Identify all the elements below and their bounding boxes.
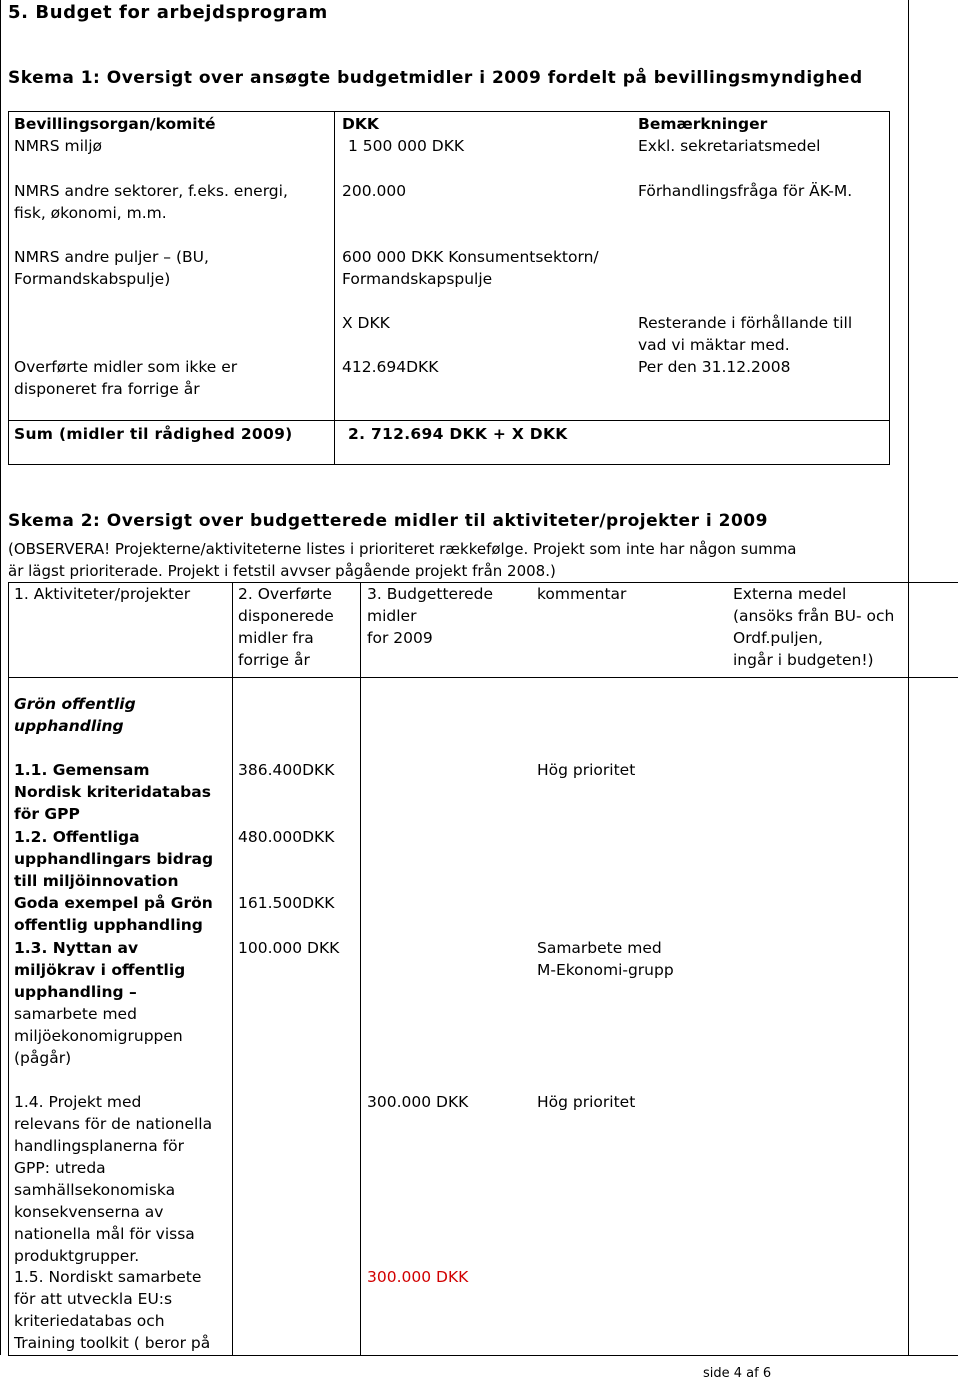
section-title: Grön offentlig (14, 695, 136, 713)
skema1-row1-organ: NMRS miljø (14, 137, 103, 155)
skema2-note-line2: är lägst prioriterade. Projekt i fetstil avvser pågående projekt från 2008.) (8, 562, 556, 580)
project-1-4-name-4: GPP: utreda (14, 1159, 106, 1177)
project-1-4-name-2: relevans för de nationella (14, 1115, 213, 1133)
project-1-4-budget: 300.000 DKK (367, 1093, 469, 1111)
project-1-3-comment: Samarbete med (537, 939, 662, 957)
project-1-4-name-6: konsekvenserna av (14, 1203, 164, 1221)
section-title-2: upphandling (14, 717, 124, 735)
skema2-header-overfort-4: forrige år (238, 651, 310, 669)
project-1-3-comment-2: M-Ekonomi-grupp (537, 961, 674, 979)
skema2-header-overfort-2: disponerede (238, 607, 334, 625)
project-goda-name-2: offentlig upphandling (14, 916, 203, 934)
skema1-header-note: Bemærkninger (638, 115, 768, 133)
skema1-row4-note-2: vad vi mäktar med. (638, 336, 790, 354)
skema1-header-dkk: DKK (342, 115, 379, 133)
project-1-5-budget: 300.000 DKK (367, 1268, 469, 1286)
skema2-header-overfort: 2. Overførte (238, 585, 332, 603)
project-goda-overfort: 161.500DKK (238, 894, 335, 912)
skema1-row3-dkk-2: Formandskapspulje (342, 270, 493, 288)
project-1-3-name-6: (pågår) (14, 1049, 72, 1067)
skema2-header-budget-3: for 2009 (367, 629, 433, 647)
skema1-row5-organ-2: disponeret fra forrige år (14, 380, 200, 398)
page-number: side 4 af 6 (703, 1366, 772, 1381)
skema1-row5-note: Per den 31.12.2008 (638, 358, 791, 376)
skema1-row3-dkk: 600 000 DKK Konsumentsektorn/ (342, 248, 599, 266)
project-1-5-name-4: Training toolkit ( beror på (14, 1334, 211, 1352)
skema1-sum-label: Sum (midler til rådighed 2009) (14, 425, 293, 443)
skema1-row2-organ: NMRS andre sektorer, f.eks. energi, (14, 182, 288, 200)
skema2-title: Skema 2: Oversigt over budgetterede midler til aktiviteter/projekter i 2009 (8, 511, 768, 531)
project-1-1-name-3: för GPP (14, 805, 80, 823)
skema1-row2-organ-2: fisk, økonomi, m.m. (14, 204, 167, 222)
project-1-2-name-2: upphandlingars bidrag (14, 850, 214, 868)
project-1-4-name-8: produktgrupper. (14, 1247, 140, 1265)
skema1-row3-organ: NMRS andre puljer – (BU, (14, 248, 209, 266)
project-1-4-name-3: handlingsplanerna för (14, 1137, 185, 1155)
page-border-left (0, 0, 1, 1355)
project-1-2-overfort: 480.000DKK (238, 828, 335, 846)
project-1-2-name-3: till miljöinnovation (14, 872, 179, 890)
project-1-2-name: 1.2. Offentliga (14, 828, 140, 846)
project-1-3-name-5: miljöekonomigruppen (14, 1027, 183, 1045)
skema2-header-overfort-3: midler fra (238, 629, 314, 647)
skema2-header-activity: 1. Aktiviteter/projekter (14, 585, 191, 603)
skema2-header-external-4: ingår i budgeten!) (733, 651, 874, 669)
project-1-3-name-3: upphandling – (14, 983, 137, 1001)
skema1-row2-dkk: 200.000 (342, 182, 407, 200)
skema2-header-external-3: Ordf.puljen, (733, 629, 823, 647)
page-heading: 5. Budget for arbejdsprogram (8, 2, 328, 23)
project-1-4-comment: Hög prioritet (537, 1093, 636, 1111)
skema1-row2-note: Förhandlingsfråga för ÄK-M. (638, 182, 853, 200)
skema1-sum-value: 2. 712.694 DKK + X DKK (348, 425, 568, 443)
skema1-row4-dkk: X DKK (342, 314, 390, 332)
skema1-row4-note: Resterande i förhållande till (638, 314, 853, 332)
skema2-header-external: Externa medel (733, 585, 847, 603)
skema1-row5-dkk: 412.694DKK (342, 358, 439, 376)
skema1-header-organ: Bevillingsorgan/komité (14, 115, 216, 133)
project-goda-name: Goda exempel på Grön (14, 894, 213, 912)
skema1-row3-organ-2: Formandskabspulje) (14, 270, 171, 288)
project-1-1-name-2: Nordisk kriteridatabas (14, 783, 211, 801)
skema2-header-external-2: (ansöks från BU- och (733, 607, 895, 625)
skema2-header-budget-2: midler (367, 607, 417, 625)
project-1-5-name-2: för att utveckla EU:s (14, 1290, 173, 1308)
project-1-1-comment: Hög prioritet (537, 761, 636, 779)
project-1-3-name-4: samarbete med (14, 1005, 137, 1023)
project-1-1-overfort: 386.400DKK (238, 761, 335, 779)
project-1-4-name-7: nationella mål för vissa (14, 1225, 195, 1243)
skema1-title: Skema 1: Oversigt over ansøgte budgetmidler i 2009 fordelt på bevillingsmyndighed (8, 68, 863, 88)
skema1-row1-dkk: 1 500 000 DKK (348, 137, 465, 155)
project-1-3-name: 1.3. Nyttan av (14, 939, 139, 957)
project-1-5-name-3: kriteriedatabas och (14, 1312, 165, 1330)
skema1-row5-organ: Overførte midler som ikke er (14, 358, 238, 376)
project-1-4-name-5: samhällsekonomiska (14, 1181, 176, 1199)
project-1-3-name-2: miljökrav i offentlig (14, 961, 186, 979)
skema2-header-comment: kommentar (537, 585, 627, 603)
skema1-row1-note: Exkl. sekretariatsmedel (638, 137, 821, 155)
project-1-4-name: 1.4. Projekt med (14, 1093, 142, 1111)
project-1-1-name: 1.1. Gemensam (14, 761, 150, 779)
project-1-3-overfort: 100.000 DKK (238, 939, 340, 957)
skema2-header-budget: 3. Budgetterede (367, 585, 494, 603)
project-1-5-name: 1.5. Nordiskt samarbete (14, 1268, 202, 1286)
skema2-note-line1: (OBSERVERA! Projekterne/aktiviteterne listes i prioriteret rækkefølge. Projekt som inte har någon summa (8, 540, 797, 558)
